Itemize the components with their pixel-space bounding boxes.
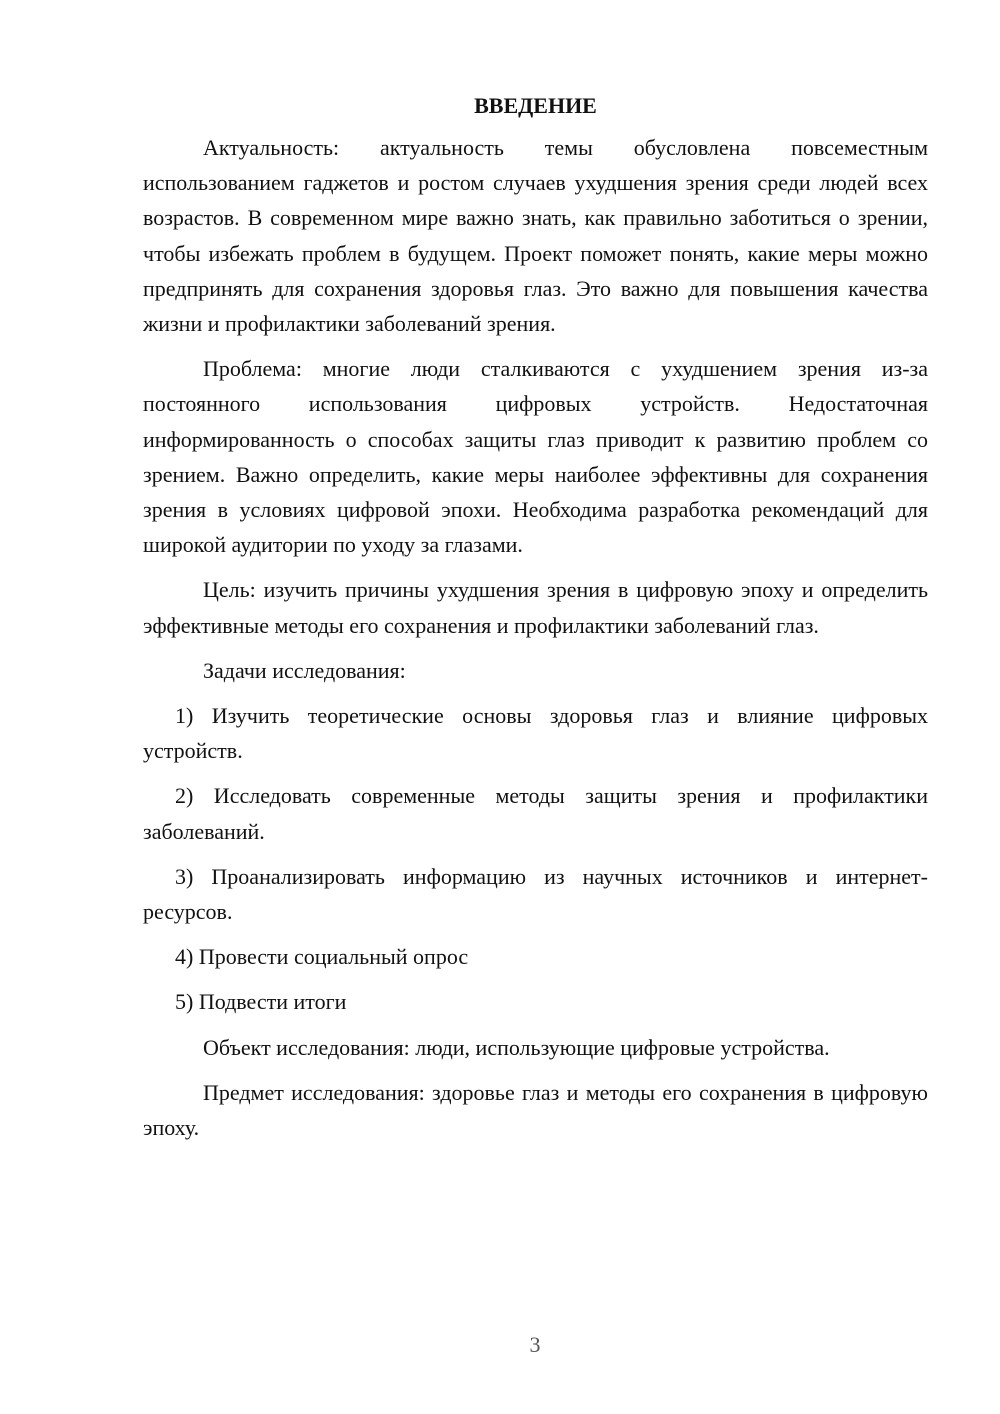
- page-number: 3: [529, 1332, 541, 1357]
- goal-paragraph: Цель: изучить причины ухудшения зрения в цифровую эпоху и определить эффективные методы его сохранения и профилактики заболеваний глаз.: [143, 577, 928, 638]
- document-page: [143, 88, 928, 1155]
- object-paragraph: Объект исследования: люди, использующие цифровые устройства.: [203, 1034, 830, 1060]
- task-item-1: 1) Изучить теоретические основы здоровья глаз и влияние цифровых устройств.: [143, 703, 928, 764]
- task-item-4: 4) Провести социальный опрос: [175, 944, 469, 970]
- problem-paragraph: Проблема: многие люди сталкиваются с ухудшением зрения из-за постоянного использования цифровых устройств. Недостаточная информированность о способах защиты глаз приводит к развитию проблем со зрением. Важно определить, какие меры наиболее эффективны для сохранения зрения в условиях цифровой эпохи. Необходима разработка рекомендаций для широкой аудитории по уходу за глазами.: [143, 356, 928, 558]
- task-item-2: 2) Исследовать современные методы защиты зрения и профилактики заболеваний.: [143, 783, 928, 844]
- task-item-3: 3) Проанализировать информацию из научных источников и интернет-ресурсов.: [143, 863, 928, 925]
- relevance-paragraph: Актуальность: актуальность темы обусловлена повсеместным использованием гаджетов и ростом случаев ухудшения зрения среди людей всех возрастов. В современном мире важно знать, как правильно заботиться о зрении, чтобы избежать проблем в будущем. Проект поможет понять, какие меры можно предпринять для сохранения здоровья глаз. Это важно для повышения качества жизни и профилактики заболеваний зрения.: [143, 135, 928, 337]
- subject-paragraph: Предмет исследования: здоровье глаз и методы его сохранения в цифровую эпоху.: [143, 1079, 928, 1141]
- task-item-5: 5) Подвести итоги: [175, 989, 347, 1015]
- page-title: ВВЕДЕНИЕ: [474, 93, 597, 118]
- tasks-heading: Задачи исследования:: [203, 657, 406, 683]
